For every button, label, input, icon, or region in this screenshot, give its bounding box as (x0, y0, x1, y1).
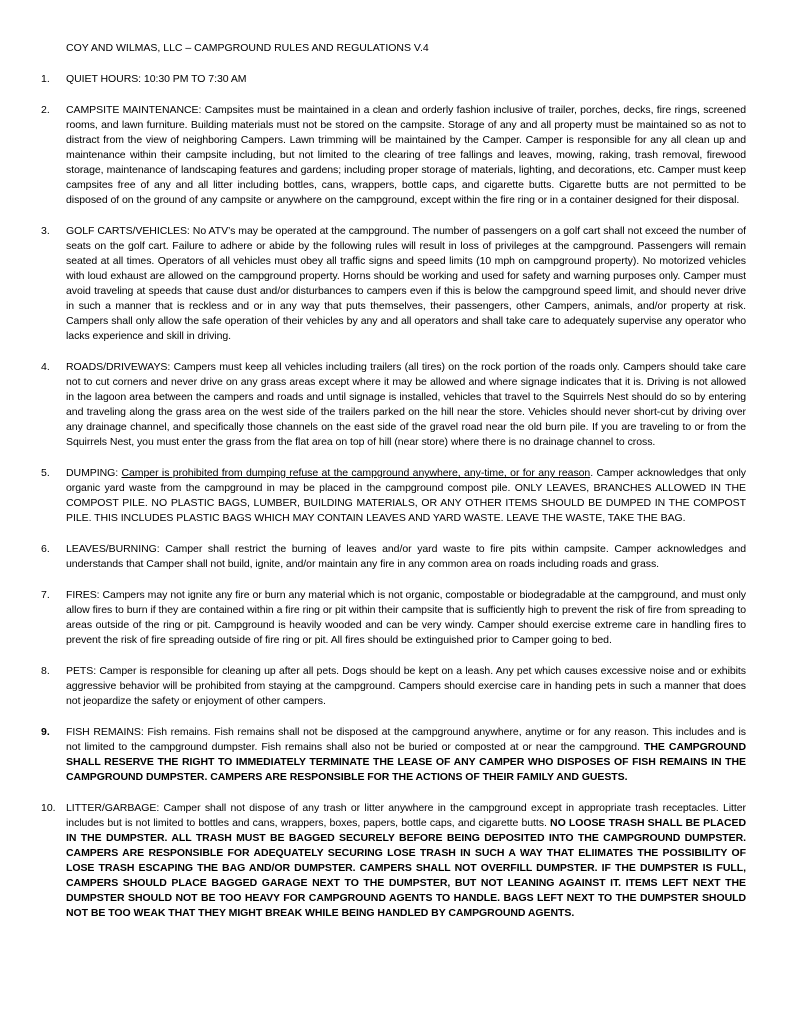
rule-text-segment: FISH REMAINS: Fish remains. Fish remains shall not be disposed at the campground anywhere, anytime or for any reason. This includes and is not limited to the campground dumpster. Fish remains shall also not be buried or composted at or near the campground. (66, 726, 746, 753)
rule-text-segment: GOLF CARTS/VEHICLES: No ATV’s may be operated at the campground. The number of passengers on a golf cart shall not exceed the number of seats on the golf cart. Failure to adhere or abide by the following rules will result in loss of privileges at the campground. Passengers will remain seated at all times. Operators of all vehicles must obey all traffic signs and speed limits (10 mph on campground property). No motorized vehicles with loud exhaust are allowed on the campground property. Horns should be working and used for safety and warning purposes only. Camper must avoid traveling at speeds that cause dust and/or disturbances to campers even if this is below the campground speed limit, and should never drive in such a manner that is reckless and or in any way that puts themselves, their passengers, other Campers, animals, and/or property at risk. Campers shall only allow the safe operation of their vehicles by any and all operators and shall take care to adequately supervise any operator who lacks experience and skill in driving. (66, 225, 746, 342)
rule-number: 6. (41, 543, 50, 555)
rule-text-segment: FIRES: Campers may not ignite any fire or burn any material which is not organic, compostable or biodegradable at the campground, and must only allow fires to burn if they are contained within a fire ring or pit within their campsite that is sufficiently high to prevent the risk of fire from spreading to areas outside of the ring or pit. Campground is heavily wooded and can be very windy. Camper should exercise extreme care in handling fires to prevent the risk of fire spreading outside of fire ring or pit. All fires should be extinguished prior to Camper going to bed. (66, 589, 746, 646)
rule-number: 10. (41, 802, 56, 814)
rule-item (41, 466, 746, 526)
rule-text-segment: LITTER/GARBAGE: Camper shall not dispose of any trash or litter anywhere in the campground except in appropriate trash receptacles. Litter includes but is not limited to bottles and cans, wrappers, boxes, papers, bottle caps, and cigarette butts. (66, 802, 746, 829)
rule-text (66, 360, 746, 450)
rule-number: 9. (41, 726, 50, 738)
rule-number: 7. (41, 589, 50, 601)
rule-number: 4. (41, 361, 50, 373)
rule-text (66, 542, 746, 572)
rule-text-segment: DUMPING: (66, 467, 122, 479)
rule-number: 1. (41, 73, 50, 85)
rule-text-bold: NO LOOSE TRASH SHALL BE PLACED IN THE DUMPSTER. ALL TRASH MUST BE BAGGED SECURELY BEFORE BEING DEPOSITED INTO THE CAMPGROUND DUMPSTER. CAMPERS ARE RESPONSIBLE FOR ADEQUATELY SECURING LOSE TRASH IN SUCH A WAY THAT ELIIMATES THE POSSIBILITY OF LOSE TRASH ESCAPING THE BAG AND/OR DUMPSTER. CAMPERS SHALL NOT OVERFILL DUMPSTER. IF THE DUMPSTER IS FULL, CAMPERS SHOULD PLACE BAGGED GARAGE NEXT TO THE DUMPSTER, BUT NOT LEANING AGAINST IT. ITEMS LEFT NEXT THE DUMPSTER SHOULD NOT BE TOO HEAVY FOR CAMPGROUND AGENTS TO HANDLE. BAGS LEFT NEXT TO THE DUMPSTER SHOULD NOT BE TOO WEAK THAT THEY MIGHT BREAK WHILE BEING HANDLED BY CAMPGROUND AGENTS. (66, 817, 746, 919)
rule-item (41, 801, 746, 921)
rule-text (66, 725, 746, 785)
rule-text (66, 664, 746, 709)
rule-item (41, 72, 746, 87)
rule-text-segment: ROADS/DRIVEWAYS: Campers must keep all vehicles including trailers (all tires) on the rock portion of the roads only. Campers should take care not to cut corners and never drive on any grass areas except where it may be allowed and where signage indicates that it is. Driving is not allowed in the lagoon area between the campers and roads and until signage is installed, vehicles that travel to the Squirrels Nest should do so by entering and traveling along the grass area on the west side of the trailers parked on the hill near the store. Vehicles should never short-cut by driving over any drainage channel, and specifically those channels on the east side of the gravel road near the old burn pile. If you are traveling to or from the Squirrels Nest, you must enter the grass from the flat area on top of hill (near store) where there is no drainage channel to cross. (66, 361, 746, 448)
rule-item (41, 664, 746, 709)
rule-item (41, 224, 746, 344)
rule-item (41, 542, 746, 572)
rule-text-bold: THE CAMPGROUND SHALL RESERVE THE RIGHT TO IMMEDIATELY TERMINATE THE LEASE OF ANY CAMPER WHO DISPOSES OF FISH REMAINS IN THE CAMPGROUND DUMPSTER. CAMPERS ARE RESPONSIBLE FOR THE ACTIONS OF THEIR FAMILY AND GUESTS. (66, 741, 746, 783)
rule-text-underlined: Camper is prohibited from dumping refuse at the campground anywhere, any-time, or for any reason (121, 467, 591, 479)
rule-item (41, 588, 746, 648)
rule-text (66, 801, 746, 921)
rule-item (41, 725, 746, 785)
rule-item (41, 103, 746, 208)
rule-text-segment: QUIET HOURS: 10:30 PM TO 7:30 AM (66, 73, 247, 85)
rule-number: 2. (41, 104, 50, 116)
rule-number: 8. (41, 665, 50, 677)
rule-number: 5. (41, 467, 50, 479)
rule-text (66, 466, 746, 526)
document-title: COY AND WILMAS, LLC – CAMPGROUND RULES AND REGULATIONS V.4 (66, 42, 429, 54)
rules-list (41, 72, 746, 921)
rule-text-segment: . Camper acknowledges that only organic yard waste from the campground in may be placed in the campground compost pile. ONLY LEAVES, BRANCHES ALLOWED IN THE COMPOST PILE. NO PLASTIC BAGS, LUMBER, BUILDING MATERIALS, OR ANY OTHER ITEMS SHOULD BE DUMPED IN THE COMPOST PILE. THIS INCLUDES PLASTIC BAGS WHICH MAY CONTAIN LEAVES AND YARD WASTE. LEAVE THE WASTE, TAKE THE BAG. (66, 467, 746, 524)
rule-text (66, 72, 746, 87)
rule-text (66, 224, 746, 344)
rule-text (66, 588, 746, 648)
rule-text-segment: CAMPSITE MAINTENANCE: Campsites must be maintained in a clean and orderly fashion inclusive of trailer, porches, decks, fire rings, screened rooms, and lawn furniture. Building materials must not be stored on the campsite. Storage of any and all property must be maintained so as not to distract from the view of neighboring Campers. Lawn trimming will be maintained by the Camper. Camper is responsible for any all clean up and maintenance within their campsite including, but not limited to the clearing of tree fallings and leaves, mowing, raking, trash removal, firewood storage, maintenance of landscaping features and gardens; including proper storage of materials, lighting, and decorations, etc. Camper must keep campsites free of any and all litter including bottles, cans, wrappers, bottle caps, and cigarette butts. Cigarette butts are not permitted to be disposed of on the ground of any campsite or anywhere on the campground, except within the fire ring or in a container designed for their disposal. (66, 104, 746, 206)
rule-text-segment: PETS: Camper is responsible for cleaning up after all pets. Dogs should be kept on a leash. Any pet which causes excessive noise and or exhibits aggressive behavior will be prohibited from staying at the campground. Campers should exercise care in handing pets in such a manner that does not jeopardize the safety or enjoyment of other campers. (66, 665, 746, 707)
rule-number: 3. (41, 225, 50, 237)
rule-text-segment: LEAVES/BURNING: Camper shall restrict the burning of leaves and/or yard waste to fire pits within campsite. Camper acknowledges and understands that Camper shall not build, ignite, and/or maintain any fire in any common area on roads including roads and grass. (66, 543, 746, 570)
rule-item (41, 360, 746, 450)
rule-text (66, 103, 746, 208)
